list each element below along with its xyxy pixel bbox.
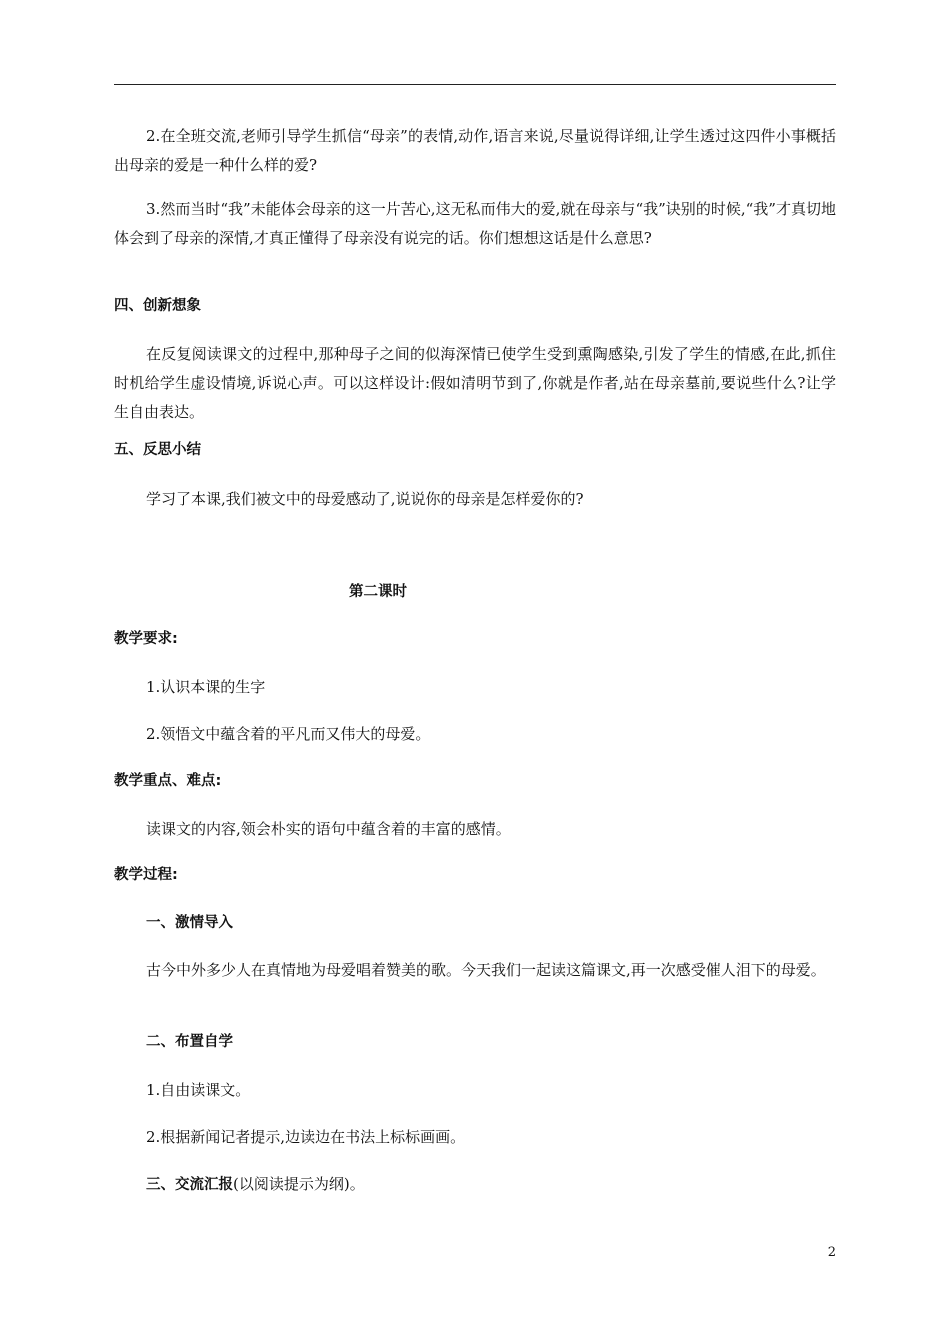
section-heading-innovation: 四、创新想象 xyxy=(114,298,201,314)
report-heading-text: 三、交流汇报 xyxy=(146,1177,233,1193)
paragraph-intro: 古今中外多少人在真情地为母爱唱着赞美的歌。今天我们一起读这篇课文,再一次感受催人泪下的母爱。 xyxy=(146,961,826,979)
key-points-heading: 教学重点、难点: xyxy=(114,773,222,789)
requirements-heading: 教学要求: xyxy=(114,631,178,647)
lesson-title: 第二课时 xyxy=(349,584,407,600)
process-heading: 教学过程: xyxy=(114,867,178,883)
requirement-item-2: 2.领悟文中蕴含着的平凡而又伟大的母爱。 xyxy=(146,725,431,743)
requirement-item-1: 1.认识本课的生字 xyxy=(146,678,266,696)
paragraph-step-2: 2.在全班交流,老师引导学生抓信“母亲”的表情,动作,语言来说,尽量说得详细,让学生透过这四件小事概括出母亲的爱是一种什么样的爱? xyxy=(114,127,836,174)
header-rule xyxy=(114,84,836,85)
key-points-text: 读课文的内容,领会朴实的语句中蕴含着的丰富的感情。 xyxy=(146,820,511,838)
section-heading-summary: 五、反思小结 xyxy=(114,442,201,458)
step-heading-self-study: 二、布置自学 xyxy=(146,1034,233,1050)
paragraph-summary: 学习了本课,我们被文中的母爱感动了,说说你的母亲是怎样爱你的? xyxy=(146,490,584,508)
step-heading-report xyxy=(114,1170,836,1200)
step-heading-intro: 一、激情导入 xyxy=(146,915,233,931)
page-number: 2 xyxy=(827,1245,836,1260)
paragraph-step-3: 3.然而当时“我”未能体会母亲的这一片苦心,这无私而伟大的爱,就在母亲与“我”诀别的时候,“我”才真切地体会到了母亲的深情,才真正懂得了母亲没有说完的话。你们想想这话是什么意思? xyxy=(114,200,836,247)
self-study-item-2: 2.根据新闻记者提示,边读边在书法上标标画画。 xyxy=(146,1128,466,1146)
paragraph-innovation: 在反复阅读课文的过程中,那种母子之间的似海深情已使学生受到熏陶感染,引发了学生的情感,在此,抓住时机给学生虚设情境,诉说心声。可以这样设计:假如清明节到了,你就是作者,站在母亲墓前,要说些什么?让学生自由表达。 xyxy=(114,345,836,421)
report-heading-note: (以阅读提示为纲)。 xyxy=(233,1175,365,1193)
self-study-item-1: 1.自由读课文。 xyxy=(146,1081,251,1099)
